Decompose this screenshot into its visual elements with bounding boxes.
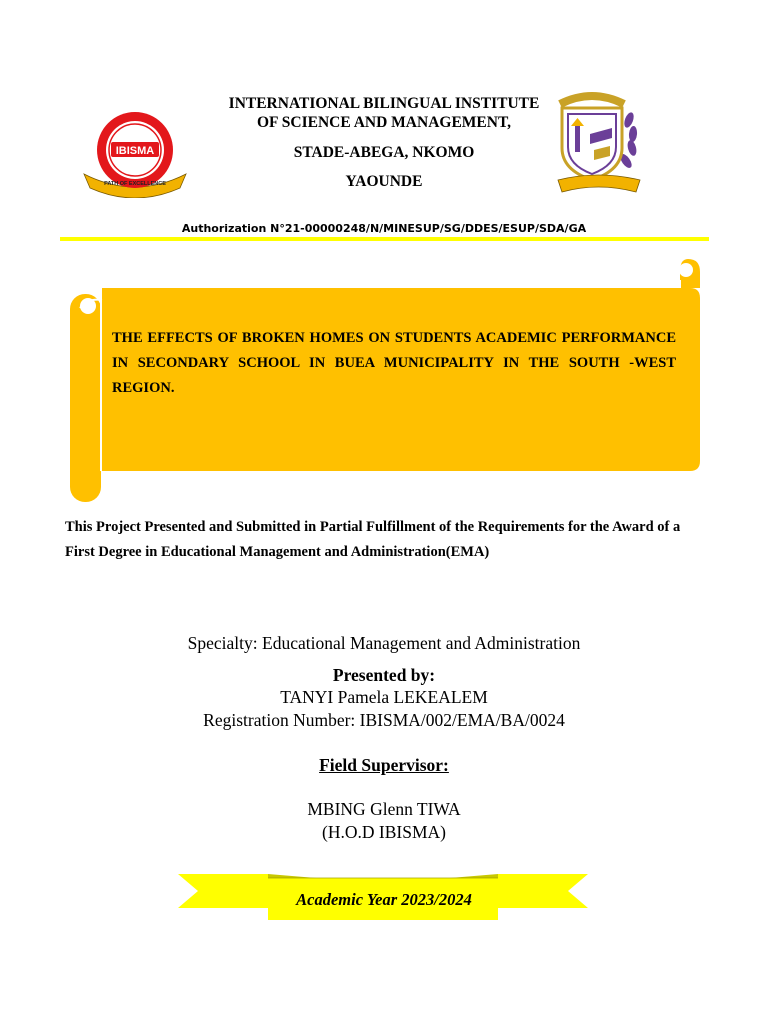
institute-location: STADE-ABEGA, NKOMO (293, 144, 475, 161)
academic-year: Academic Year 2023/2024 (296, 890, 472, 909)
institute-name-line2: OF SCIENCE AND MANAGEMENT, (256, 114, 512, 131)
specialty: Specialty: Educational Management and Administration (187, 633, 581, 653)
svg-text:IBISMA: IBISMA (115, 145, 155, 157)
supervisor-name: MBING Glenn TIWA (307, 799, 461, 819)
project-title: THE EFFECTS OF BROKEN HOMES ON STUDENTS ACADEMIC PERFORMANCE IN SECONDARY SCHOOL IN BUEA MUNICIPALITY IN THE SOUTH -WEST REGION. (112, 330, 676, 396)
field-supervisor-label: Field Supervisor: (319, 755, 449, 775)
institute-name-line1: INTERNATIONAL BILINGUAL INSTITUTE (228, 95, 540, 112)
ibisma-seal-logo (82, 112, 188, 198)
presented-by-label: Presented by: (332, 665, 436, 685)
header-divider (60, 237, 709, 241)
supervisor-role: (H.O.D IBISMA) (322, 822, 446, 842)
institute-city: YAOUNDE (345, 173, 423, 190)
authorization-number: Authorization N°21-00000248/N/MINESUP/SG/DDES/ESUP/SDA/GA (181, 222, 587, 235)
svg-text:PATH OF EXCELLENCE: PATH OF EXCELLENCE (104, 181, 166, 187)
registration-number: Registration Number: IBISMA/002/EMA/BA/0024 (203, 710, 565, 730)
institute-crest-logo (556, 90, 642, 196)
project-submission-statement: This Project Presented and Submitted in Partial Fulfillment of the Requirements for the Award of a First Degree in Educational Management and Administration(EMA) (65, 519, 681, 560)
student-name: TANYI Pamela LEKEALEM (280, 687, 488, 707)
